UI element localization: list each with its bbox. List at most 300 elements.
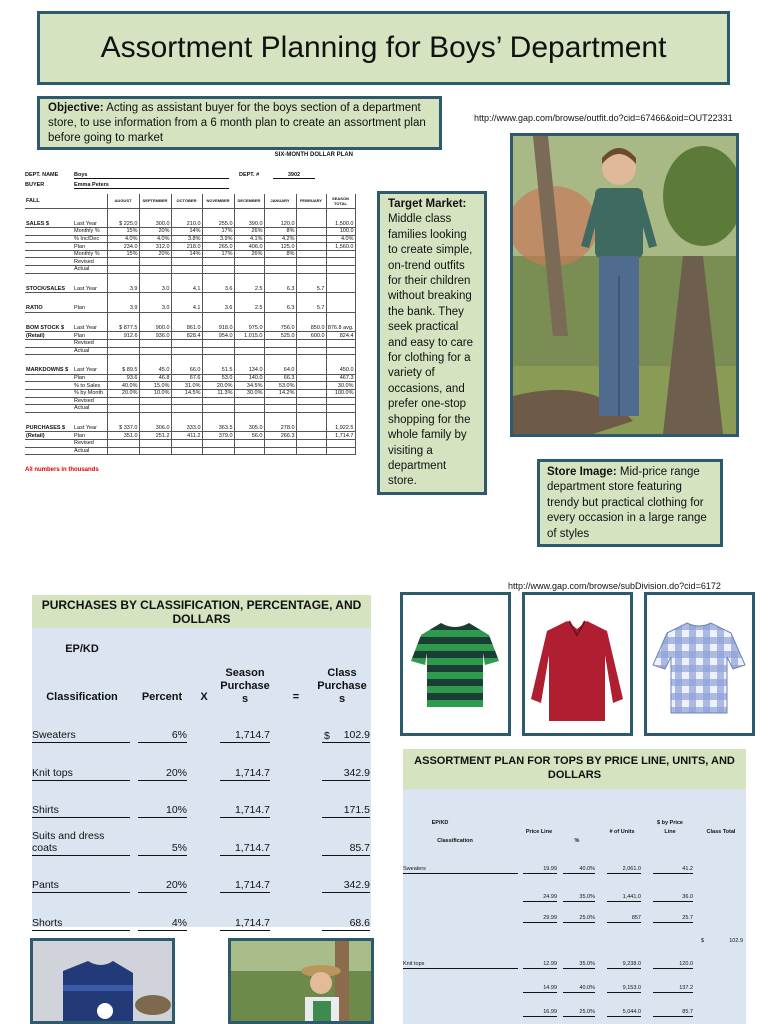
plan-row xyxy=(25,374,355,382)
units-value: 857 xyxy=(607,915,641,923)
plan-cell xyxy=(107,347,139,355)
percent-value: 4% xyxy=(138,917,187,931)
plan-cell: 363.5 xyxy=(202,424,234,432)
plan-cell xyxy=(139,397,171,405)
percent-value: 6% xyxy=(138,729,187,743)
plan-title: SIX-MONTH DOLLAR PLAN xyxy=(274,152,353,158)
plan-row xyxy=(25,243,355,251)
section-label xyxy=(25,382,73,390)
plan-cell xyxy=(107,439,139,447)
section-label: PURCHASES $ xyxy=(25,424,73,432)
plan-cell xyxy=(234,447,264,455)
purchases-row xyxy=(32,829,371,856)
class-value: 342.9 xyxy=(322,767,370,781)
plan-cell xyxy=(139,447,171,455)
plan-cell: 861.0 xyxy=(171,324,202,332)
plan-cell xyxy=(234,347,264,355)
plan-cell xyxy=(296,390,326,398)
plan-cell xyxy=(202,347,234,355)
plan-cell: 140.0 xyxy=(234,374,264,382)
section-label xyxy=(25,235,73,243)
plan-cell xyxy=(171,266,202,274)
plan-cell: $ 337.0 xyxy=(107,424,139,432)
striped-tee-photo xyxy=(400,592,511,736)
plan-cell: 975.0 xyxy=(234,324,264,332)
byprice-value: 25.7 xyxy=(653,915,693,923)
plan-cell xyxy=(296,424,326,432)
plan-cell: 20% xyxy=(139,250,171,258)
plan-cell: 251.2 xyxy=(139,432,171,440)
purchases-row xyxy=(32,765,371,781)
plan-cell: 351.0 xyxy=(107,432,139,440)
plan-cell: 10.0% xyxy=(139,390,171,398)
plan-cell xyxy=(202,340,234,348)
plan-cell: 3.0 xyxy=(139,305,171,313)
boy-hat-photo xyxy=(228,938,374,1024)
month-header: OCTOBER xyxy=(171,194,202,208)
plan-cell xyxy=(326,447,355,455)
assortment-row xyxy=(403,913,746,923)
plan-cell: 51.5 xyxy=(202,367,234,375)
price-line: 24.99 xyxy=(523,894,557,902)
byprice-value: 36.0 xyxy=(653,894,693,902)
plan-cell: 30.0% xyxy=(326,382,355,390)
section-label: (Retail) xyxy=(25,332,73,340)
plan-cell: 300.0 xyxy=(139,220,171,228)
plan-cell: 467.3 xyxy=(326,374,355,382)
plan-cell: 265.0 xyxy=(202,243,234,251)
plan-cell: 17% xyxy=(202,228,234,236)
byprice-value: 120.0 xyxy=(653,961,693,969)
plaid-shirt-photo xyxy=(644,592,755,736)
plan-cell xyxy=(264,397,296,405)
store-image-text: Mid-price range department store featuring trendy but practical clothing for every occasion in a large range of styles xyxy=(547,466,707,540)
plan-cell xyxy=(296,347,326,355)
plan-cell xyxy=(171,397,202,405)
plan-row xyxy=(25,439,355,447)
byprice-value: 41.2 xyxy=(653,866,693,874)
plan-cell xyxy=(234,340,264,348)
season-value: 1,714.7 xyxy=(220,804,270,818)
plan-cell: 306.0 xyxy=(139,424,171,432)
col-classification: Classification xyxy=(46,691,118,703)
month-header: NOVEMBER xyxy=(202,194,234,208)
plan-cell: 26% xyxy=(234,250,264,258)
row-label: Last Year xyxy=(73,324,107,332)
plan-cell: 66.0 xyxy=(171,367,202,375)
plan-cell: 1,560.0 xyxy=(326,243,355,251)
plan-cell: 390.0 xyxy=(234,220,264,228)
plan-cell: 936.0 xyxy=(139,332,171,340)
plan-cell xyxy=(202,266,234,274)
target-market-text: Middle class families looking to create simple, on-trend outfits for their children without breaking the bank. They seek practical and easy to care for clothing for a variety of occasions, and prefer one-stop shopping for the whole family by visiting a department store. xyxy=(388,213,474,488)
plan-cell xyxy=(139,439,171,447)
assortment-total-row xyxy=(403,935,746,945)
plan-cell xyxy=(171,405,202,413)
plan-cell: 6.3 xyxy=(264,285,296,293)
plan-cell xyxy=(107,266,139,274)
season-label: FALL xyxy=(25,194,73,208)
plan-row xyxy=(25,258,355,266)
col-eq: = xyxy=(292,691,300,703)
plan-cell: 14.5% xyxy=(171,390,202,398)
subdivision-url[interactable]: http://www.gap.com/browse/subDivision.do?cid=6172 xyxy=(508,581,721,591)
plan-cell xyxy=(234,266,264,274)
plan-cell: 4.2% xyxy=(264,235,296,243)
plan-cell: 4.0% xyxy=(107,235,139,243)
plan-cell: 3.8% xyxy=(171,235,202,243)
plan-row xyxy=(25,382,355,390)
plan-cell xyxy=(326,305,355,313)
plan-cell xyxy=(296,235,326,243)
plan-cell: 125.0 xyxy=(264,243,296,251)
plan-cell: 234.0 xyxy=(107,243,139,251)
plan-cell xyxy=(326,340,355,348)
plan-cell: 1,922.5 xyxy=(326,424,355,432)
plan-cell xyxy=(139,347,171,355)
row-label: Monthly % xyxy=(73,228,107,236)
row-label: Last Year xyxy=(73,220,107,228)
plan-cell: 4.0% xyxy=(139,235,171,243)
plan-cell: 2.5 xyxy=(234,285,264,293)
purchases-table xyxy=(32,595,371,927)
plan-cell: 67.6 xyxy=(171,374,202,382)
target-market-box xyxy=(377,191,487,495)
price-line: 14.99 xyxy=(523,985,557,993)
units-value: 9,238.0 xyxy=(607,961,641,969)
section-label xyxy=(25,374,73,382)
plan-cell xyxy=(326,405,355,413)
assort-col-units: # of Units xyxy=(609,829,635,835)
plan-cell: 411.2 xyxy=(171,432,202,440)
plan-cell: 4.1% xyxy=(234,235,264,243)
plan-cell xyxy=(202,258,234,266)
row-label: Revised xyxy=(73,258,107,266)
outfit-url[interactable]: http://www.gap.com/browse/outfit.do?cid=67466&oid=OUT22331 xyxy=(474,113,733,123)
plan-cell: 3.0 xyxy=(139,285,171,293)
plan-cell: 900.0 xyxy=(139,324,171,332)
plan-cell: 333.0 xyxy=(171,424,202,432)
plan-cell xyxy=(296,397,326,405)
plan-cell: 850.0 xyxy=(296,324,326,332)
plan-cell: 406.0 xyxy=(234,243,264,251)
assortment-row xyxy=(403,983,746,993)
plan-cell: 1,500.0 xyxy=(326,220,355,228)
class-value: 102.9 xyxy=(322,729,370,743)
units-value: 1,441.0 xyxy=(607,894,641,902)
row-label: % by Month xyxy=(73,390,107,398)
class-value: 171.5 xyxy=(322,804,370,818)
objective-text: Acting as assistant buyer for the boys section of a department store, to use information from a 6 month plan to create an assortment plan before going to market xyxy=(48,102,426,144)
assort-col-byprice: $ by Price Line xyxy=(657,820,683,835)
plan-cell: 600.0 xyxy=(296,332,326,340)
pct-value: 40.0% xyxy=(563,985,595,993)
assort-col-price: Price Line xyxy=(525,829,553,835)
month-header: JANUARY xyxy=(264,194,296,208)
row-label: Actual xyxy=(73,405,107,413)
purchases-row xyxy=(32,802,371,818)
plan-cell xyxy=(296,228,326,236)
price-line: 29.99 xyxy=(523,915,557,923)
plan-cell xyxy=(326,347,355,355)
pct-value: 25.0% xyxy=(563,915,595,923)
assortment-row xyxy=(403,864,746,874)
plan-cell: 100.0% xyxy=(326,390,355,398)
plan-cell xyxy=(202,439,234,447)
class-value: 342.9 xyxy=(322,879,370,893)
dept-name-value: Boys xyxy=(74,172,229,179)
dollar-sign: $ xyxy=(324,730,330,742)
section-label xyxy=(25,347,73,355)
plan-cell: 918.0 xyxy=(202,324,234,332)
plan-cell: 40.0% xyxy=(107,382,139,390)
section-label: MARKDOWNS $ xyxy=(25,367,73,375)
plan-cell xyxy=(202,447,234,455)
row-label: Actual xyxy=(73,266,107,274)
plan-cell xyxy=(264,258,296,266)
plan-table xyxy=(25,194,355,455)
row-label: Plan xyxy=(73,332,107,340)
plan-cell xyxy=(296,220,326,228)
plan-cell: 912.6 xyxy=(107,332,139,340)
plan-row xyxy=(25,220,355,228)
plan-cell: 26% xyxy=(234,228,264,236)
plan-cell: 15.0% xyxy=(139,382,171,390)
plan-cell: 876.8 avg. xyxy=(327,324,354,331)
plan-cell: 20.0% xyxy=(107,390,139,398)
plan-cell: 3.9 xyxy=(107,305,139,313)
col-percent: Percent xyxy=(141,691,183,703)
plan-cell xyxy=(326,258,355,266)
plan-cell xyxy=(296,340,326,348)
month-header: SEASON TOTAL xyxy=(326,194,355,208)
plan-cell xyxy=(296,439,326,447)
plan-row xyxy=(25,390,355,398)
plan-cell xyxy=(296,258,326,266)
plan-cell xyxy=(296,266,326,274)
store-image-box xyxy=(537,459,723,547)
boy-outfit-photo xyxy=(510,133,739,437)
plan-cell: 15% xyxy=(107,228,139,236)
plan-cell: 134.0 xyxy=(234,367,264,375)
plan-cell: 4.1 xyxy=(171,285,202,293)
section-label xyxy=(25,405,73,413)
assortment-header: ASSORTMENT PLAN FOR TOPS BY PRICE LINE, UNITS, AND DOLLARS xyxy=(403,749,746,789)
plan-cell: 824.4 xyxy=(326,332,355,340)
plan-cell: 30.0% xyxy=(234,390,264,398)
red-polo-photo xyxy=(522,592,633,736)
col-season-purchases: Season Purchase s xyxy=(220,667,270,705)
total-dollar-sign: $ xyxy=(701,938,705,944)
target-market-label: Target Market: xyxy=(388,198,467,210)
byprice-value: 137.2 xyxy=(653,985,693,993)
dept-name-label: DEPT. NAME xyxy=(25,172,59,178)
plan-cell xyxy=(296,382,326,390)
plan-row xyxy=(25,367,355,375)
plan-cell xyxy=(326,397,355,405)
page-title xyxy=(37,11,730,85)
plan-cell xyxy=(171,258,202,266)
section-label xyxy=(25,340,73,348)
plan-cell xyxy=(107,340,139,348)
plan-cell: 3.9% xyxy=(202,235,234,243)
pct-value: 25.0% xyxy=(563,1009,595,1017)
season-value: 1,714.7 xyxy=(220,917,270,931)
section-label: (Retail) xyxy=(25,432,73,440)
plan-row xyxy=(25,266,355,274)
classification-name: Knit tops xyxy=(32,767,130,781)
month-header: DECEMBER xyxy=(234,194,264,208)
plan-cell: 2.5 xyxy=(234,305,264,313)
row-label: Actual xyxy=(73,447,107,455)
plan-cell xyxy=(264,439,296,447)
plan-cell: 31.0% xyxy=(171,382,202,390)
season-value: 1,714.7 xyxy=(220,729,270,743)
month-header: SEPTEMBER xyxy=(139,194,171,208)
plan-cell: 100.0 xyxy=(326,228,355,236)
plan-cell: 15% xyxy=(107,250,139,258)
plan-cell xyxy=(107,405,139,413)
plan-footnote: All numbers in thousands xyxy=(25,467,99,474)
season-value: 1,714.7 xyxy=(220,842,270,856)
plan-row xyxy=(25,405,355,413)
assort-col-epkd: EP/KD xyxy=(431,820,449,826)
section-label: BOM STOCK $ xyxy=(25,324,73,332)
plan-cell xyxy=(202,397,234,405)
plan-row xyxy=(25,347,355,355)
plan-cell xyxy=(296,447,326,455)
plan-cell xyxy=(326,266,355,274)
col-x: X xyxy=(200,691,208,703)
assortment-table xyxy=(403,749,746,1024)
month-header: AUGUST xyxy=(107,194,139,208)
plan-cell xyxy=(326,439,355,447)
plan-cell: 14% xyxy=(171,228,202,236)
season-value: 1,714.7 xyxy=(220,879,270,893)
assort-col-classification: Classification xyxy=(437,838,473,844)
section-label xyxy=(25,390,73,398)
plan-row xyxy=(25,305,355,313)
plan-cell: 20% xyxy=(139,228,171,236)
plan-cell xyxy=(171,347,202,355)
plan-cell xyxy=(171,340,202,348)
plan-cell: 66.3 xyxy=(264,374,296,382)
buyer-value: Emma Peters xyxy=(74,182,229,189)
plan-cell: 17% xyxy=(202,250,234,258)
row-label: Plan xyxy=(73,305,107,313)
plan-row xyxy=(25,424,355,432)
plan-cell: 20.0% xyxy=(202,382,234,390)
plan-row xyxy=(25,324,355,332)
price-line: 19.99 xyxy=(523,866,557,874)
section-label xyxy=(25,397,73,405)
plan-cell xyxy=(296,243,326,251)
purchases-row xyxy=(32,877,371,893)
objective-box xyxy=(37,96,442,150)
plan-cell: $ 89.5 xyxy=(107,367,139,375)
row-label: Revised xyxy=(73,439,107,447)
plan-cell: 305.0 xyxy=(234,424,264,432)
purchases-header: PURCHASES BY CLASSIFICATION, PERCENTAGE, AND DOLLARS xyxy=(32,595,371,628)
plan-grid xyxy=(25,194,356,455)
plan-cell xyxy=(234,439,264,447)
row-label: Plan xyxy=(73,374,107,382)
six-month-plan xyxy=(25,152,355,572)
row-label: Monthly % xyxy=(73,250,107,258)
plan-cell: 8% xyxy=(264,250,296,258)
plan-cell xyxy=(234,397,264,405)
row-label: Last Year xyxy=(73,367,107,375)
plan-row xyxy=(25,397,355,405)
section-label xyxy=(25,439,73,447)
plan-cell: 93.6 xyxy=(107,374,139,382)
plan-row xyxy=(25,332,355,340)
plan-cell: 266.3 xyxy=(264,432,296,440)
plan-cell: 34.5% xyxy=(234,382,264,390)
buyer-label: BUYER xyxy=(25,182,45,188)
plan-cell xyxy=(326,285,355,293)
plan-cell: 4.0% xyxy=(326,235,355,243)
purchases-row xyxy=(32,727,371,743)
plan-cell: $ 225.0 xyxy=(107,220,139,228)
percent-value: 5% xyxy=(138,842,187,856)
classification-name: Pants xyxy=(32,879,130,893)
dept-no-label: DEPT. # xyxy=(239,172,260,178)
plan-cell xyxy=(264,266,296,274)
plan-cell: 5.7 xyxy=(296,285,326,293)
row-label: Plan xyxy=(73,432,107,440)
plan-cell xyxy=(296,405,326,413)
price-line: 12.99 xyxy=(523,961,557,969)
polo-and-shoes-photo xyxy=(30,938,175,1024)
assortment-row xyxy=(403,892,746,902)
assort-col-total: Class Total xyxy=(706,829,736,835)
percent-value: 10% xyxy=(138,804,187,818)
plan-cell xyxy=(264,447,296,455)
plan-cell: 312.0 xyxy=(139,243,171,251)
plan-cell: 4.1 xyxy=(171,305,202,313)
purchases-row xyxy=(32,915,371,931)
season-value: 1,714.7 xyxy=(220,767,270,781)
plan-cell xyxy=(107,397,139,405)
plan-cell: 45.0 xyxy=(139,367,171,375)
units-value: 9,153.0 xyxy=(607,985,641,993)
byprice-value: 85.7 xyxy=(653,1009,693,1017)
plan-cell xyxy=(107,258,139,266)
plan-cell xyxy=(171,447,202,455)
objective-label: Objective: xyxy=(48,102,104,114)
plan-cell: 255.0 xyxy=(202,220,234,228)
row-label: Last Year xyxy=(73,424,107,432)
plan-row xyxy=(25,250,355,258)
row-label: Actual xyxy=(73,347,107,355)
plan-cell xyxy=(296,432,326,440)
plan-cell xyxy=(264,347,296,355)
plan-row xyxy=(25,432,355,440)
pct-value: 40.0% xyxy=(563,866,595,874)
plan-cell: 46.8 xyxy=(139,374,171,382)
assort-classification: Knit tops xyxy=(403,961,518,969)
title-text: Assortment Planning for Boys’ Department xyxy=(100,31,667,64)
plan-row xyxy=(25,447,355,455)
plan-cell: 53.0 xyxy=(202,374,234,382)
plan-cell: 8% xyxy=(264,228,296,236)
section-label xyxy=(25,250,73,258)
section-label xyxy=(25,266,73,274)
section-label xyxy=(25,258,73,266)
pct-value: 35.0% xyxy=(563,894,595,902)
plan-row xyxy=(25,340,355,348)
